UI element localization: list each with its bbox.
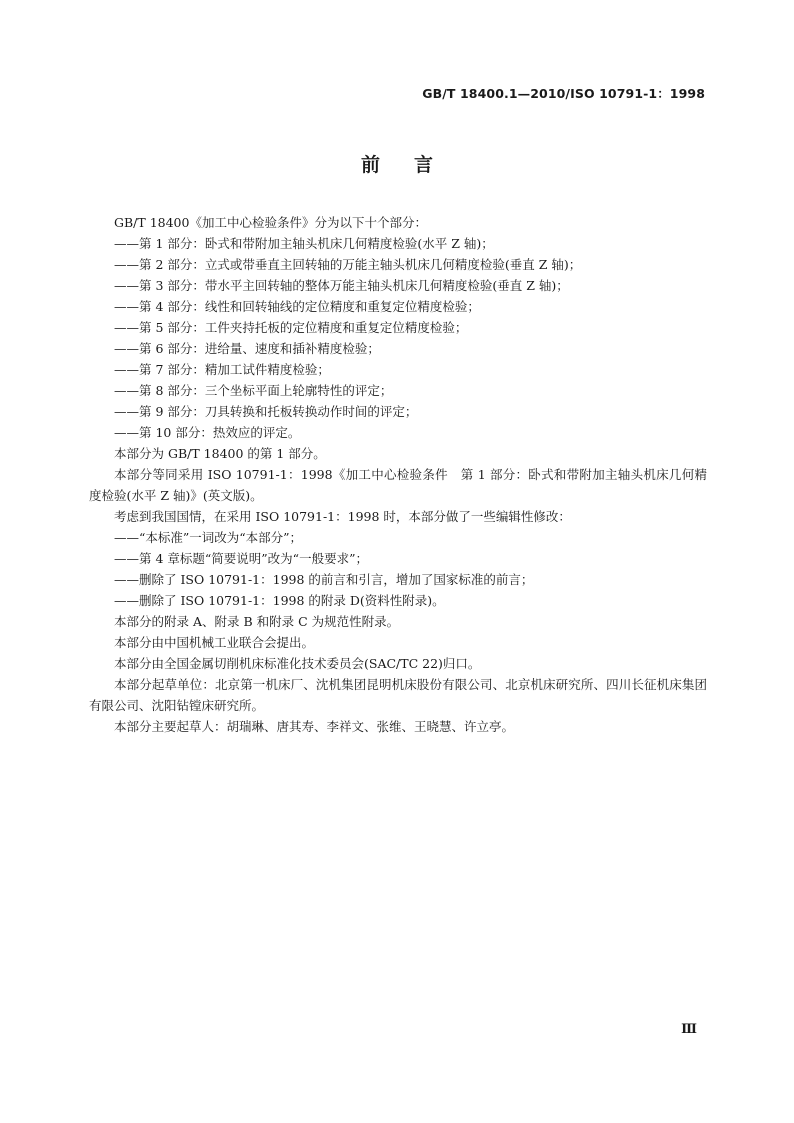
- list-item-modification-2: ——第 4 章标题“简要说明”改为“一般要求”；: [114, 551, 368, 566]
- list-item-modification-4: ——删除了 ISO 10791-1：1998 的附录 D(资料性附录)。: [114, 593, 445, 608]
- list-item-part-5: ——第 5 部分：工件夹持托板的定位精度和重复定位精度检验；: [114, 320, 468, 335]
- paragraph-modifications-intro: 考虑到我国国情，在采用 ISO 10791-1：1998 时，本部分做了一些编辑性修改：: [114, 509, 571, 524]
- list-item-part-8: ——第 8 部分：三个坐标平面上轮廓特性的评定；: [114, 383, 393, 398]
- list-item-part-7: ——第 7 部分：精加工试件精度检验；: [114, 362, 330, 377]
- foreword-body: [89, 212, 707, 737]
- list-item-modification-1: ——“本标准”一词改为“本部分”；: [114, 530, 303, 545]
- page-number: Ⅲ: [681, 1022, 697, 1037]
- list-item-part-1: ——第 1 部分：卧式和带附加主轴头机床几何精度检验(水平 Z 轴)；: [114, 236, 494, 251]
- list-item-part-2: ——第 2 部分：立式或带垂直主回转轴的万能主轴头机床几何精度检验(垂直 Z 轴)；: [114, 257, 582, 272]
- list-item-part-9: ——第 9 部分：刀具转换和托板转换动作时间的评定；: [114, 404, 418, 419]
- paragraph-proposer: 本部分由中国机械工业联合会提出。: [114, 635, 315, 650]
- standard-code-header: GB/T 18400.1—2010/ISO 10791-1：1998: [422, 86, 705, 101]
- page-title: 前言: [360, 154, 467, 176]
- paragraph-drafters: 本部分主要起草人：胡瑞琳、唐其寿、李祥文、张维、王晓慧、许立亭。: [114, 719, 515, 734]
- paragraph-adoption: 本部分等同采用 ISO 10791-1：1998《加工中心检验条件 第 1 部分：卧式和带附加主轴头机床几何精度检验(水平 Z 轴)》(英文版)。: [89, 467, 707, 503]
- paragraph-part-statement: 本部分为 GB/T 18400 的第 1 部分。: [114, 446, 326, 461]
- list-item-part-3: ——第 3 部分：带水平主回转轴的整体万能主轴头机床几何精度检验(垂直 Z 轴)；: [114, 278, 569, 293]
- list-item-part-4: ——第 4 部分：线性和回转轴线的定位精度和重复定位精度检验；: [114, 299, 480, 314]
- list-item-part-10: ——第 10 部分：热效应的评定。: [114, 425, 301, 440]
- list-item-part-6: ——第 6 部分：进给量、速度和插补精度检验；: [114, 341, 380, 356]
- paragraph-intro: GB/T 18400《加工中心检验条件》分为以下十个部分：: [114, 215, 427, 230]
- list-item-modification-3: ——删除了 ISO 10791-1：1998 的前言和引言，增加了国家标准的前言；: [114, 572, 534, 587]
- paragraph-drafting-units: 本部分起草单位：北京第一机床厂、沈机集团昆明机床股份有限公司、北京机床研究所、四川长征机床集团有限公司、沈阳钻镗床研究所。: [89, 677, 707, 713]
- paragraph-committee: 本部分由全国金属切削机床标准化技术委员会(SAC/TC 22)归口。: [114, 656, 481, 671]
- paragraph-annexes: 本部分的附录 A、附录 B 和附录 C 为规范性附录。: [114, 614, 400, 629]
